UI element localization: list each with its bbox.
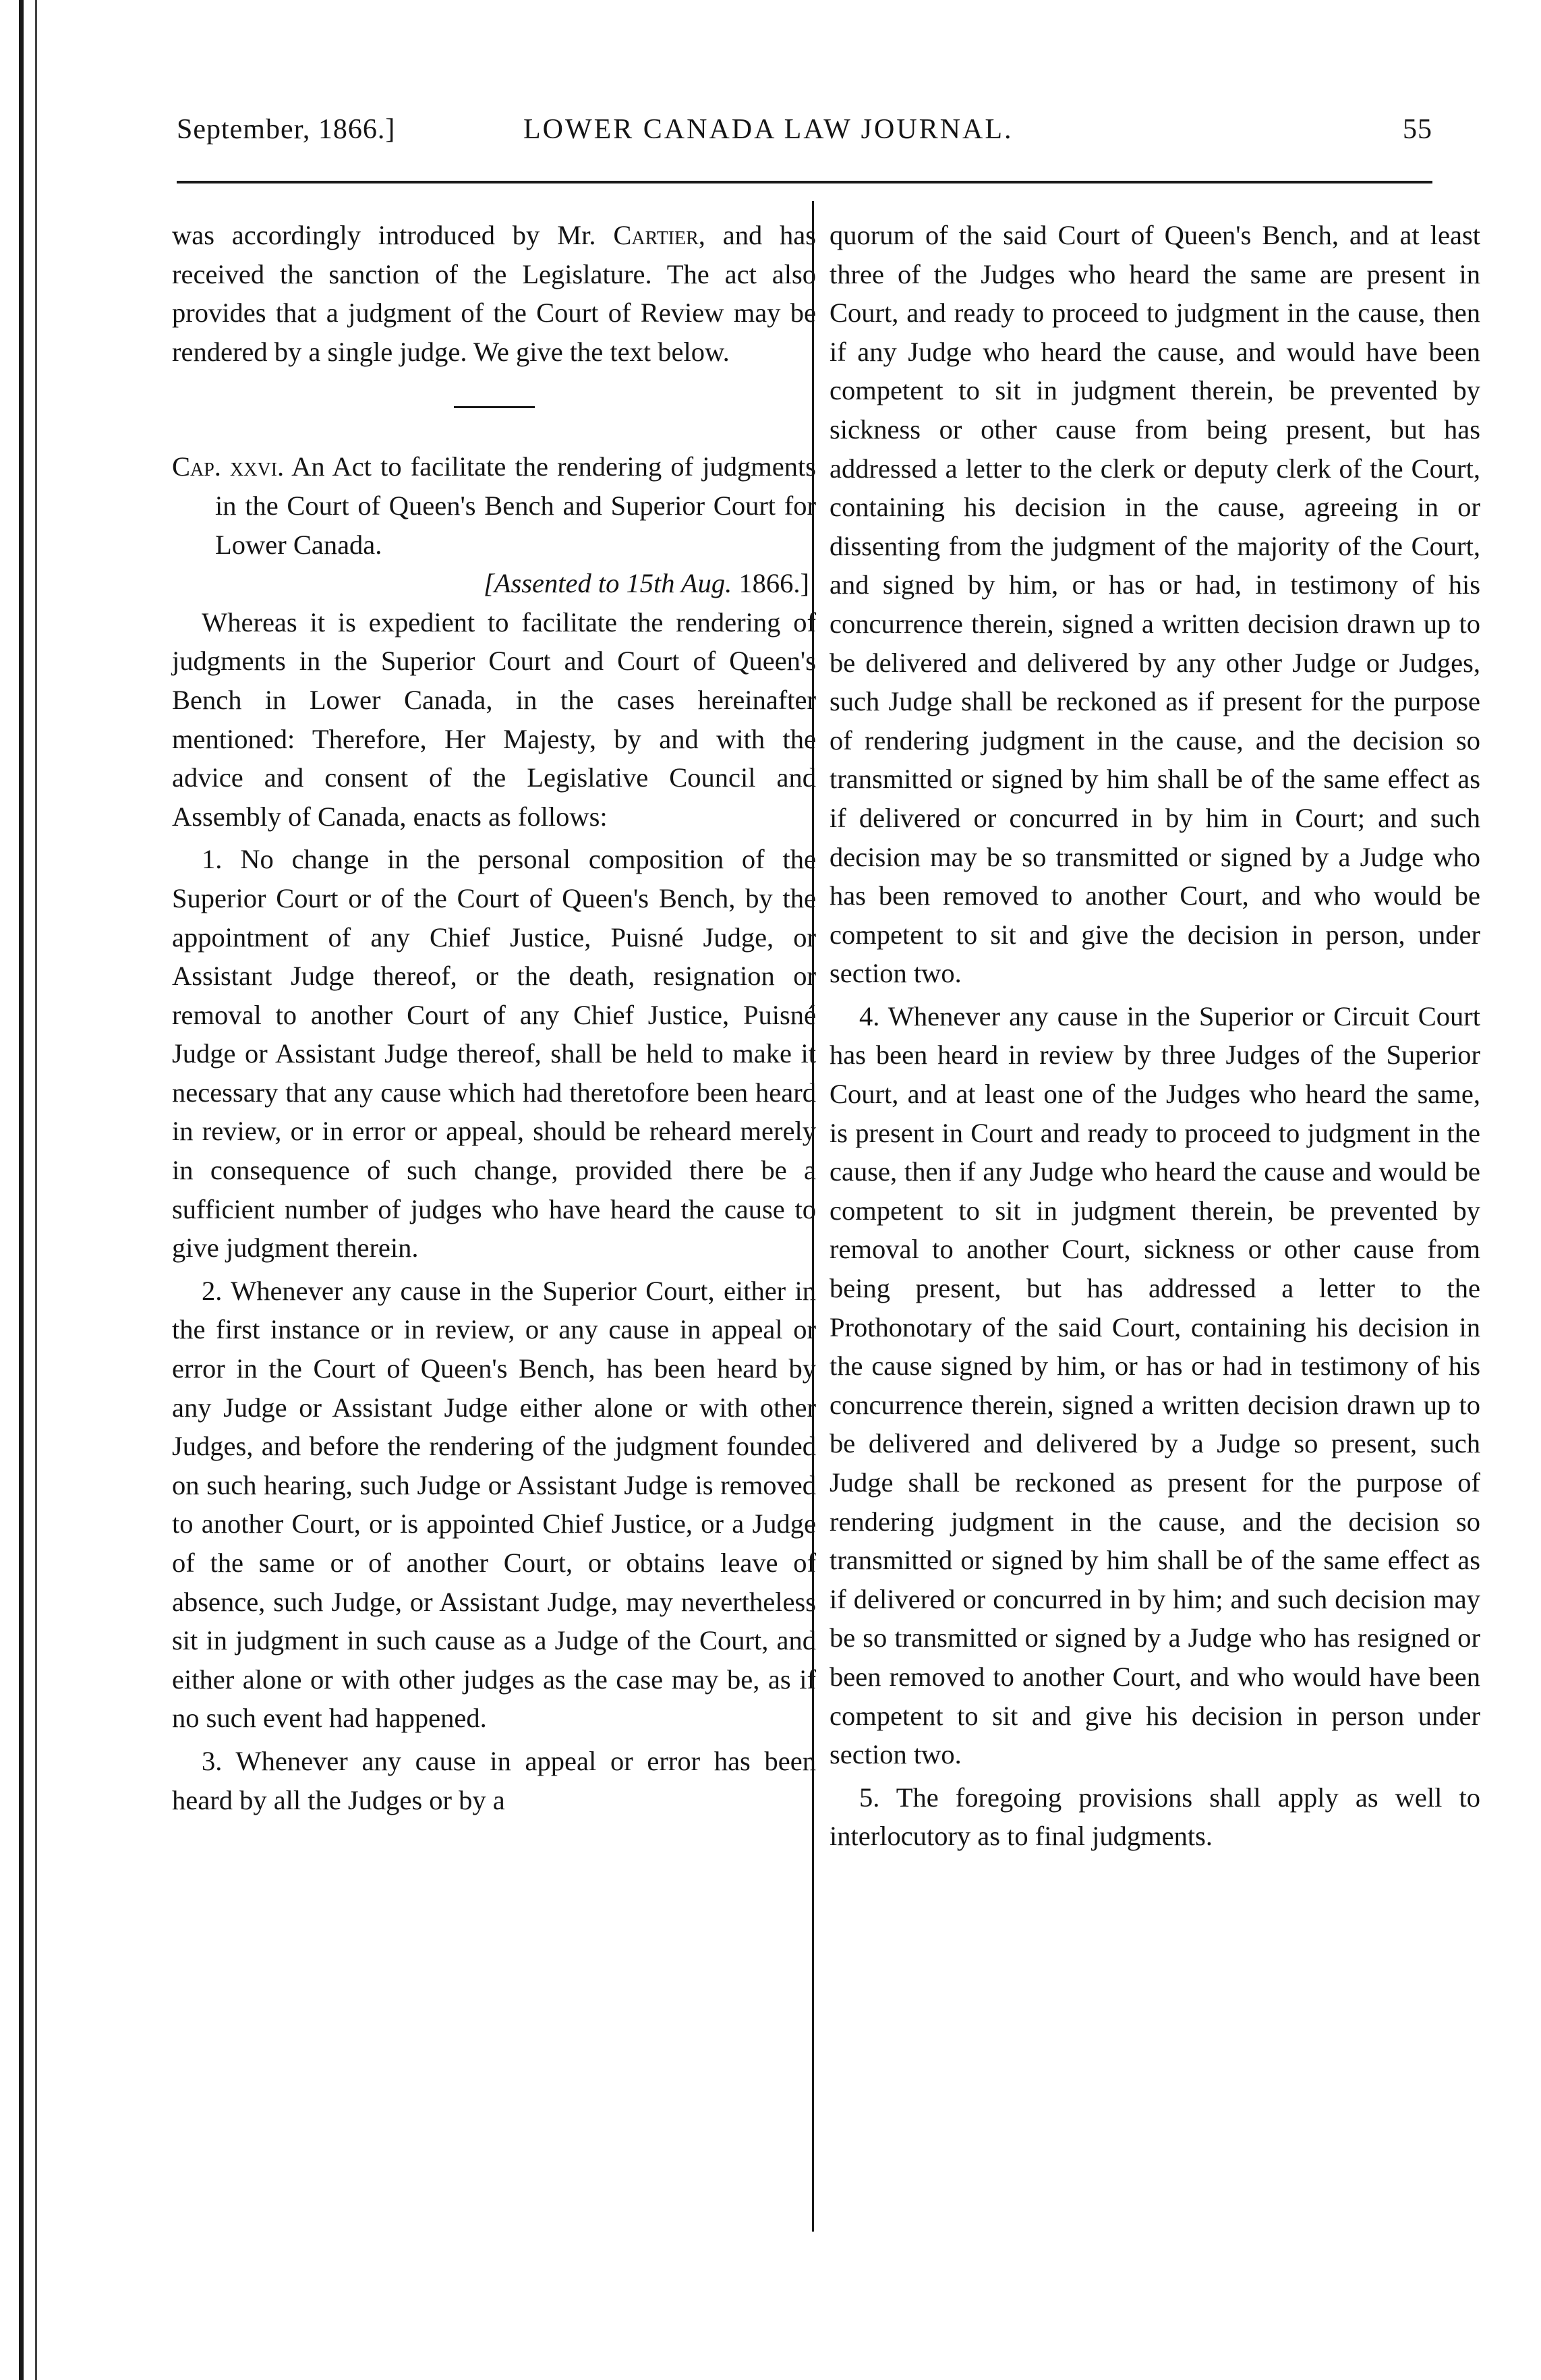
cap-label: Cap. xxvi. — [172, 451, 285, 482]
assent-year: 1866.] — [732, 568, 809, 599]
section-2: 2. Whenever any cause in the Superior Court, either in the first instance or in review, or any cause in appeal or error in the Court of Queen's Bench, has been heard by any Judge or Assistant Judge either alone or with other Judges, and before the rendering of the judgment founded on such hearing, such Judge or Assistant Judge is removed to another Court, or is appointed Chief Justice, or a Judge of the same or of another Court, or obtains leave of absence, such Judge, or Assistant Judge, may nevertheless sit in judgment in such cause as a Judge of the Court, and either alone or with other judges as the case may be, as if no such event had happened. — [172, 1275, 816, 1734]
section-rule — [454, 406, 535, 408]
cap-title-text: An Act to facilitate the rendering of judgments in the Court of Queen's Bench and Superior Court for Lower Canada. — [215, 451, 816, 560]
preamble: Whereas it is expedient to facilitate the rendering of judgments in the Superior Court and Court of Queen's Bench in Lower Canada, in the cases hereinafter mentioned: Therefore, Her Majesty, by and with the advice and consent of the Legislative Council and Assembly of Canada, enacts as follows: — [172, 606, 816, 832]
journal-title: LOWER CANADA LAW JOURNAL. — [523, 114, 1014, 145]
section-5: 5. The foregoing provisions shall apply as well to interlocutory as to final judgments. — [830, 1782, 1480, 1852]
page-header — [177, 113, 1432, 167]
assent-line — [172, 564, 816, 603]
intro-name: Cartier — [613, 220, 699, 250]
binding-edge — [19, 0, 24, 2380]
act-title — [172, 447, 816, 564]
page-number: 55 — [1403, 114, 1432, 145]
section-4: 4. Whenever any cause in the Superior or Circuit Court has been heard in review by three Judges of the Superior Court, and at least one of the Judges who heard the same, is present in Court and ready to proceed to judgment in the cause, then if any Judge who heard the cause and would be competent to sit in judgment therein, be prevented by removal to another Court, sickness or other cause from being present, but has addressed a letter to the Prothonotary of the said Court, containing his decision in the cause signed by him, or has or had in testimony of his concurrence therein, signed a written decision drawn up to be delivered and delivered by a Judge so present, such Judge shall be reckoned as present for the purpose of rendering judgment in the cause, and the decision so transmitted or signed by him shall be of the same effect as if delivered or concurred in by him; and such decision may be so transmitted or signed by a Judge who has resigned or been removed to another Court, and who would have been competent to sit and give his decision in person under section two. — [830, 1000, 1480, 1770]
header-date: September, 1866.] — [177, 114, 396, 145]
binding-edge-inner — [35, 0, 37, 2380]
right-column — [830, 216, 1480, 1856]
header-rule — [177, 181, 1432, 183]
section-1: 1. No change in the personal composition of the Superior Court or of the Court of Queen's Bench, by the appointment of any Chief Justice, Puisné Judge, or Assistant Judge thereof, or the death, resignation or removal to another Court of any Chief Justice, Puisné Judge or Assistant Judge thereof, shall be held to make it necessary that any cause which had theretofore been heard in review, or in error or appeal, should be reheard merely in consequence of such change, provided there be a sufficient number of judges who have heard the cause to give judgment therein. — [172, 844, 816, 1264]
assent-text: [Assented to 15th Aug. — [484, 568, 732, 599]
intro-paragraph — [172, 216, 816, 371]
left-column — [172, 216, 816, 1819]
intro-text-2: , and has received the sanction of the Legislature. The act also provides that a judgment of the Court of Review may be rendered by a single judge. We give the text below. — [172, 220, 817, 367]
intro-text-1: was accordingly introduced by Mr. — [172, 220, 614, 250]
section-3-start: 3. Whenever any cause in appeal or error has been heard by all the Judges or by a — [172, 1745, 816, 1815]
section-3-continued: quorum of the said Court of Queen's Bench, and at least three of the Judges who heard the same are present in Court, and ready to proceed to judgment in the cause, then if any Judge who heard the cause, and would have been competent to sit in judgment therein, be prevented by sickness or other cause from being present, but has addressed a letter to the clerk or deputy clerk of the Court, containing his decision in the cause, agreeing in or dissenting from the judgment of the majority of the Court, and signed by him, or has or had, in testimony of his concurrence therein, signed a written decision drawn up to be delivered and delivered by any other Judge or Judges, such Judge shall be reckoned as if present for the purpose of rendering judgment in the cause, and the decision so transmitted or signed by him shall be of the same effect as if delivered or concurred in by him in Court; and such decision may be so transmitted or signed by a Judge who has been removed to another Court, and who would be competent to sit and give the decision in person, under section two. — [830, 220, 1480, 989]
